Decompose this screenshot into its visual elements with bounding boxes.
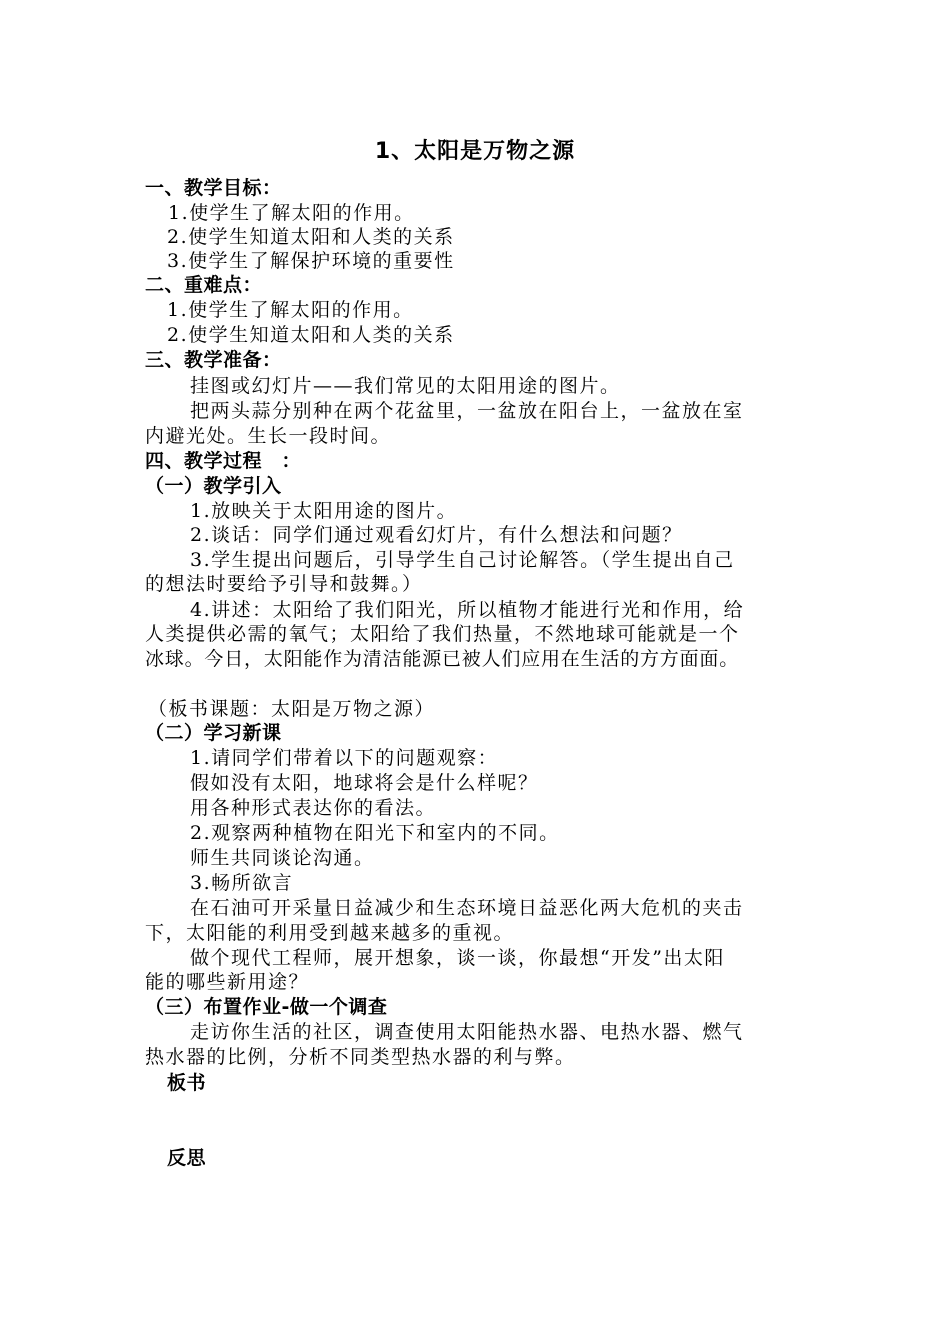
process-heading: 四、教学过程 ： (145, 450, 302, 472)
key-point-item: 1.使学生了解太阳的作用。 (167, 299, 414, 321)
intro-line: 的想法时要给予引导和鼓舞。） (145, 573, 423, 595)
intro-line: 人类提供必需的氧气；太阳给了我们热量，不然地球可能就是一个 (145, 623, 740, 645)
homework-line: 热水器的比例，分析不同类型热水器的利与弊。 (145, 1046, 576, 1068)
intro-heading: （一）教学引入 (145, 475, 282, 497)
new-lesson-line: 1.请同学们带着以下的问题观察： (190, 747, 499, 769)
new-lesson-line: 师生共同谈论沟通。 (190, 847, 375, 869)
intro-line: 1.放映关于太阳用途的图片。 (190, 500, 458, 522)
new-lesson-line: 2.观察两种植物在阳光下和室内的不同。 (190, 822, 560, 844)
key-point-item: 2.使学生知道太阳和人类的关系 (167, 324, 455, 346)
new-lesson-line: 3.畅所欲言 (190, 872, 294, 894)
preparation-line: 内避光处。生长一段时间。 (145, 425, 392, 447)
goal-item: 3.使学生了解保护环境的重要性 (167, 250, 455, 272)
new-lesson-line: 假如没有太阳，地球将会是什么样呢？ (190, 772, 539, 794)
preparation-line: 挂图或幻灯片——我们常见的太阳用途的图片。 (190, 375, 621, 397)
goal-item: 2.使学生知道太阳和人类的关系 (167, 226, 455, 248)
homework-line: 走访你生活的社区，调查使用太阳能热水器、电热水器、燃气 (190, 1021, 744, 1043)
intro-line: 2.谈话：同学们通过观看幻灯片，有什么想法和问题？ (190, 524, 683, 546)
goals-heading: 一、教学目标： (145, 177, 282, 199)
new-lesson-line: 能的哪些新用途？ (145, 971, 310, 993)
document-title: 1、太阳是万物之源 (374, 139, 576, 164)
board-topic-line: （板书课题：太阳是万物之源） (148, 698, 436, 720)
intro-line: 冰球。今日，太阳能作为清洁能源已被人们应用在生活的方方面面。 (145, 648, 740, 670)
new-lesson-line: 用各种形式表达你的看法。 (190, 797, 437, 819)
new-lesson-line: 下，太阳能的利用受到越来越多的重视。 (145, 922, 515, 944)
preparation-line: 把两头蒜分别种在两个花盆里，一盆放在阳台上，一盆放在室 (190, 400, 744, 422)
preparation-heading: 三、教学准备： (145, 349, 282, 371)
reflection-heading: 反思 (167, 1147, 207, 1169)
new-lesson-line: 在石油可开采量日益减少和生态环境日益恶化两大危机的夹击 (190, 897, 744, 919)
homework-heading: （三）布置作业-做一个调查 (145, 996, 388, 1018)
board-heading: 板书 (167, 1072, 207, 1094)
intro-line: 3.学生提出问题后，引导学生自己讨论解答。（学生提出自己 (190, 549, 735, 571)
key-points-heading: 二、重难点： (145, 274, 263, 296)
intro-line: 4.讲述：太阳给了我们阳光，所以植物才能进行光和作用，给 (190, 599, 745, 621)
new-lesson-heading: （二）学习新课 (145, 722, 282, 744)
goal-item: 1.使学生了解太阳的作用。 (168, 202, 415, 224)
new-lesson-line: 做个现代工程师，展开想象，谈一谈，你最想“开发”出太阳 (190, 947, 725, 969)
